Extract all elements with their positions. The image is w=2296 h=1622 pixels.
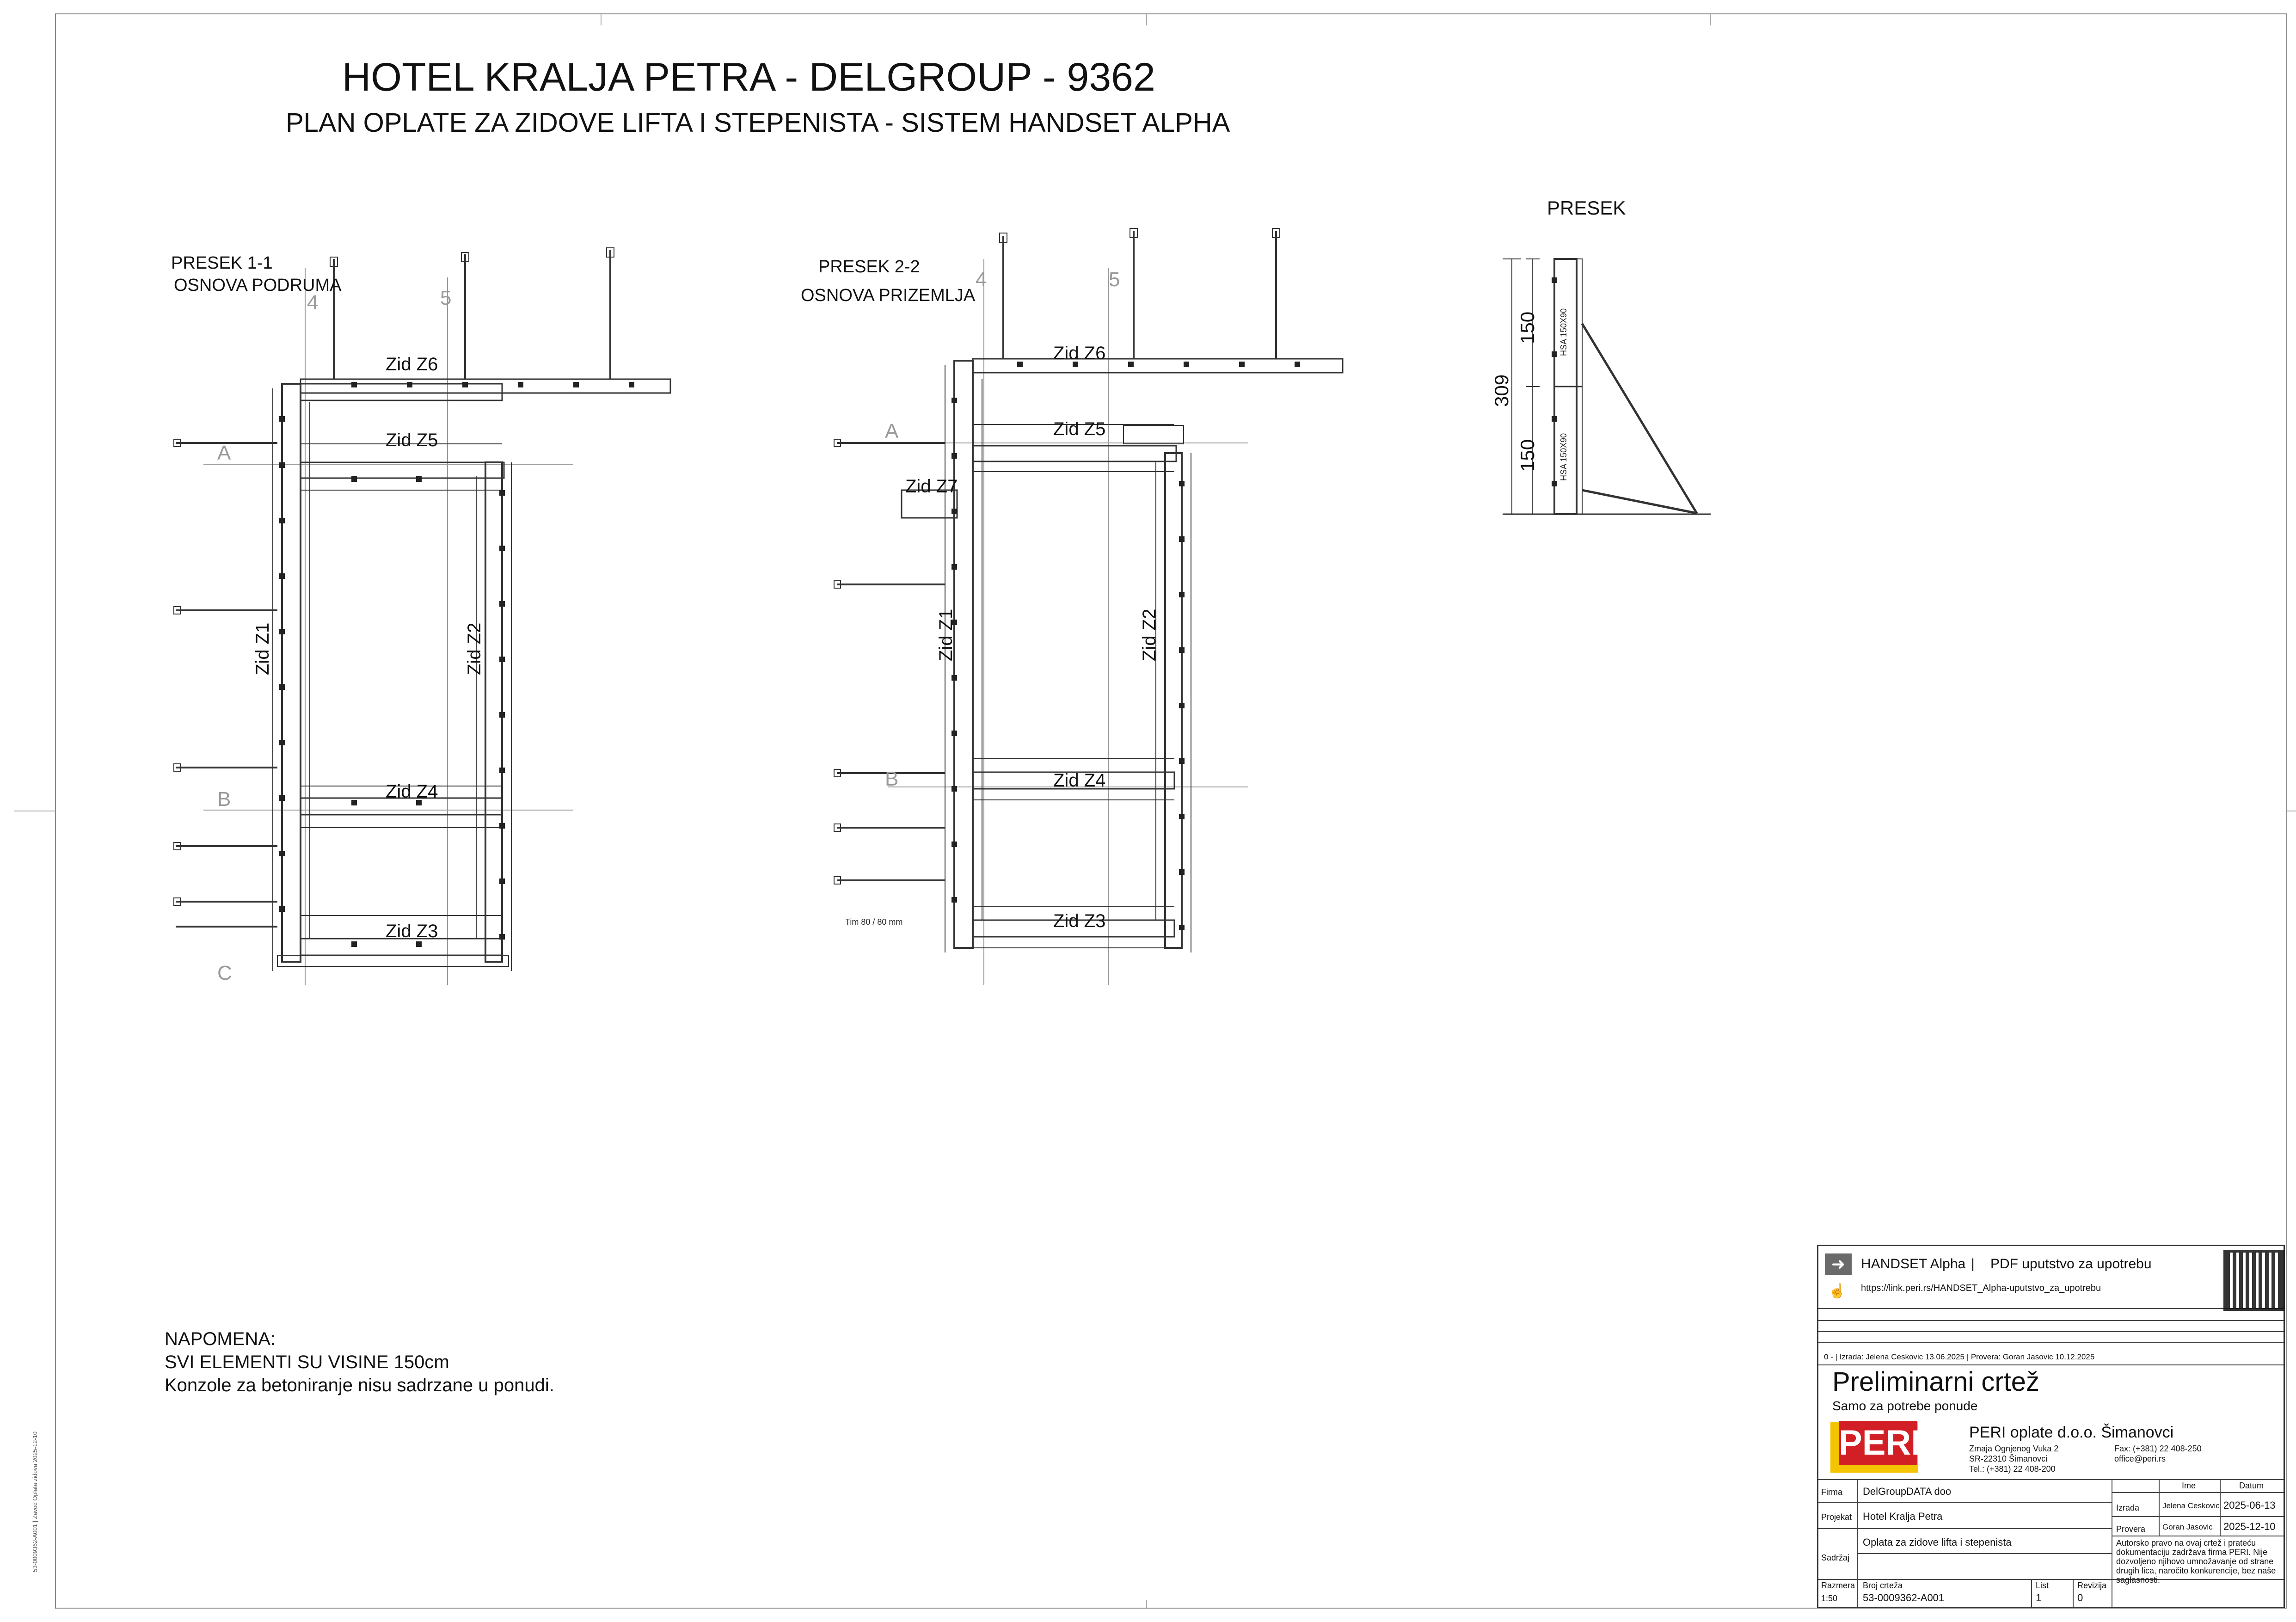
side-stamp: 53-0009362-A001 | Zavod Oplata zidova 2025-12-10 — [31, 1431, 38, 1572]
izrada-name: Jelena Ceskovic — [2162, 1501, 2220, 1510]
plan-1-wall-z1: Zid Z1 — [252, 622, 273, 675]
projekat-value: Hotel Kralja Petra — [1863, 1511, 1943, 1522]
razmera-label: Razmera — [1821, 1581, 1855, 1590]
section-upper-height: 150 — [1516, 311, 1538, 344]
plan-2-title: PRESEK 2-2 — [818, 257, 920, 276]
plan-1-axis-5: 5 — [440, 287, 452, 309]
plan-1-axis-b: B — [217, 788, 231, 811]
handset-pdf-link[interactable]: PDF uputstvo za upotrebu — [1990, 1256, 2152, 1272]
plan-1-axis-a: A — [217, 442, 231, 464]
plan-2-wall-z5: Zid Z5 — [1053, 419, 1106, 439]
section-title: PRESEK — [1547, 197, 1626, 219]
plan-2-wall-z7: Zid Z7 — [905, 476, 958, 497]
plan-2-axis-5: 5 — [1109, 268, 1120, 291]
plan-2-axis-a: A — [885, 420, 899, 442]
provera-label: Provera — [2116, 1524, 2146, 1534]
col-datum-header: Datum — [2239, 1481, 2264, 1490]
revision-line: 0 - | Izrada: Jelena Ceskovic 13.06.2025 | Provera: Goran Jasovic 10.12.2025 — [1824, 1352, 2095, 1361]
title-block — [1817, 1245, 2285, 1608]
plan-2-wall-z1: Zid Z1 — [936, 608, 956, 661]
plan-1-subtitle: OSNOVA PODRUMA — [174, 276, 342, 295]
plan-1-wall-z3: Zid Z3 — [386, 921, 438, 941]
plan-1-title: PRESEK 1-1 — [171, 253, 273, 273]
projekat-label: Projekat — [1821, 1512, 1852, 1522]
broj-value: 53-0009362-A001 — [1863, 1592, 1945, 1604]
plan-1-wall-z5: Zid Z5 — [386, 430, 438, 450]
copyright-text: Autorsko pravo na ovaj crtež i prateću dokumentaciju zadržava firma PERI. Nije dozvoljeno njihovo umnožavanje od strane drugih lica, naročito konkurencije, bez naše saglasnosti. — [2116, 1538, 2276, 1585]
plan-2-axis-b: B — [885, 768, 899, 790]
handset-banner — [1818, 1246, 2284, 1309]
list-value: 1 — [2036, 1592, 2042, 1604]
handset-separator: | — [1971, 1256, 1975, 1272]
peri-logo-text: PERI — [1839, 1421, 1917, 1465]
drawing-subtitle: PLAN OPLATE ZA ZIDOVE LIFTA I STEPENISTA - SISTEM HANDSET ALPHA — [286, 108, 1230, 138]
plan-1-wall-z4: Zid Z4 — [386, 781, 438, 802]
section-element-upper: HSA 150X90 — [1559, 308, 1568, 356]
list-label: List — [2036, 1581, 2049, 1590]
notes-heading: NAPOMENA: — [165, 1329, 276, 1349]
sadrzaj-label: Sadržaj — [1821, 1553, 1850, 1562]
provera-date: 2025-12-10 — [2223, 1521, 2276, 1532]
razmera-value: 1:50 — [1821, 1594, 1838, 1603]
hand-pointer-icon: ☝ — [1829, 1284, 1846, 1299]
plan-2-wall-z3: Zid Z3 — [1053, 911, 1106, 931]
company-fax: Fax: (+381) 22 408-250 — [2114, 1444, 2202, 1453]
broj-label: Broj crteža — [1863, 1581, 1903, 1590]
plan-1-axis-c: C — [217, 962, 232, 984]
firma-value: DelGroupDATA doo — [1863, 1486, 1952, 1497]
company-address-2: SR-22310 Šimanovci — [1969, 1454, 2048, 1463]
section-element-lower: HSA 150X90 — [1559, 433, 1568, 481]
plan-2-subtitle: OSNOVA PRIZEMLJA — [801, 286, 976, 305]
plan-1-wall-z2: Zid Z2 — [464, 622, 485, 675]
company-name: PERI oplate d.o.o. Šimanovci — [1969, 1424, 2174, 1441]
drawing-title: HOTEL KRALJA PETRA - DELGROUP - 9362 — [342, 55, 1155, 99]
qr-code-icon[interactable] — [2223, 1250, 2284, 1311]
plan-2-wall-z2: Zid Z2 — [1139, 608, 1160, 661]
plan-1-axis-4: 4 — [307, 291, 319, 314]
revizija-label: Revizija — [2077, 1581, 2107, 1590]
firma-label: Firma — [1821, 1487, 1842, 1497]
plan-1-wall-z6: Zid Z6 — [386, 354, 438, 375]
arrow-icon: ➜ — [1825, 1253, 1852, 1275]
handset-url-link[interactable]: https://link.peri.rs/HANDSET_Alpha-uputstvo_za_upotrebu — [1861, 1283, 2101, 1293]
col-ime-header: Ime — [2182, 1481, 2196, 1490]
plan-2-tie-note: Tim 80 / 80 mm — [845, 917, 903, 927]
section-total-height: 309 — [1491, 374, 1512, 407]
sadrzaj-value: Oplata za zidove lifta i stepenista — [1863, 1536, 2012, 1548]
company-email: office@peri.rs — [2114, 1454, 2166, 1463]
status-title: Preliminarni crtež — [1832, 1367, 2039, 1397]
revizija-value: 0 — [2077, 1592, 2083, 1604]
status-subtitle: Samo za potrebe ponude — [1832, 1399, 1978, 1413]
provera-name: Goran Jasovic — [2162, 1523, 2213, 1531]
notes-line-1: SVI ELEMENTI SU VISINE 150cm — [165, 1352, 449, 1372]
izrada-date: 2025-06-13 — [2223, 1499, 2276, 1511]
plan-2-axis-4: 4 — [976, 268, 987, 291]
company-address-1: Zmaja Ognjenog Vuka 2 — [1969, 1444, 2059, 1453]
plan-2-wall-z4: Zid Z4 — [1053, 770, 1106, 791]
plan-2-wall-z6: Zid Z6 — [1053, 343, 1106, 363]
izrada-label: Izrada — [2116, 1503, 2140, 1512]
handset-product: HANDSET Alpha — [1861, 1256, 1966, 1272]
company-tel: Tel.: (+381) 22 408-200 — [1969, 1464, 2056, 1474]
notes-line-2: Konzole za betoniranje nisu sadrzane u ponudi. — [165, 1375, 554, 1395]
section-lower-height: 150 — [1516, 439, 1538, 472]
